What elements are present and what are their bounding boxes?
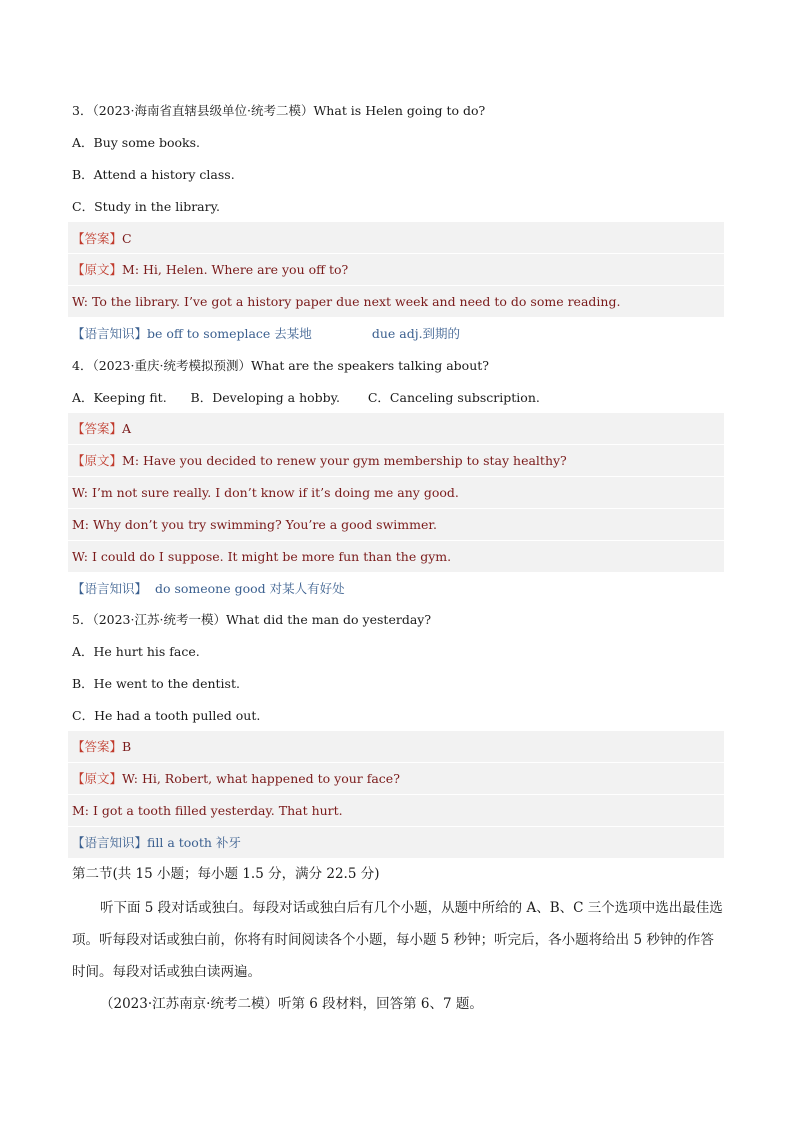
knowledge-text: be off to someplace 去某地	[147, 326, 312, 341]
question-4-option-a: A．Keeping fit.	[72, 390, 167, 405]
knowledge-label: 【语言知识】	[72, 581, 148, 596]
question-3-script-2: W: To the library. I’ve got a history paper due next week and need to do some reading.	[72, 294, 621, 309]
answer-shade	[68, 731, 724, 762]
question-4-answer	[72, 421, 131, 437]
question-5-stem: 5．（2023·江苏·统考一模）What did the man do yesterday?	[72, 612, 432, 627]
question-4-option-b: B．Developing a hobby.	[190, 390, 341, 405]
script-label: 【原文】	[72, 262, 123, 277]
question-5-option-b: B．He went to the dentist.	[72, 676, 240, 691]
knowledge-text: do someone good 对某人有好处	[154, 581, 345, 596]
question-3-option-a: A．Buy some books.	[72, 135, 200, 150]
question-4-option-c: C．Canceling subscription.	[367, 390, 540, 405]
script-text: M: Have you decided to renew your gym membership to stay healthy?	[122, 453, 567, 468]
question-4-options	[72, 390, 540, 406]
question-4-script-1	[72, 453, 567, 469]
question-5-answer	[72, 739, 131, 755]
answer-label: 【答案】	[72, 739, 123, 754]
question-5-script-2: M: I got a tooth filled yesterday. That hurt.	[72, 803, 343, 818]
knowledge-label: 【语言知识】	[72, 326, 148, 341]
script-text: W: Hi, Robert, what happened to your face?	[122, 771, 400, 786]
question-3-option-c: C．Study in the library.	[72, 199, 220, 214]
answer-label: 【答案】	[72, 231, 123, 246]
script-label: 【原文】	[72, 771, 123, 786]
question-4-script-3: M: Why don’t you try swimming? You’re a good swimmer.	[72, 517, 437, 532]
question-3-option-b: B．Attend a history class.	[72, 167, 235, 182]
question-5-option-c: C．He had a tooth pulled out.	[72, 708, 261, 723]
question-4-script-2: W: I’m not sure really. I don’t know if it’s doing me any good.	[72, 485, 459, 500]
question-4-knowledge	[72, 581, 345, 597]
knowledge-label: 【语言知识】	[72, 835, 148, 850]
section-2-instructions: 听下面 5 段对话或独白。每段对话或独白后有几个小题，从题中所给的 A、B、C 三个选项中选出最佳选项。听每段对话或独白前，你将有时间阅读各个小题，每小题 5 秒钟；听完后，各小题将给出 5 秒钟的作答时间。每段对话或独白读两遍。	[72, 900, 723, 980]
question-4-stem: 4．（2023·重庆·统考模拟预测）What are the speakers talking about?	[72, 358, 489, 373]
question-3-answer	[72, 231, 132, 247]
answer-shade	[68, 222, 724, 253]
question-5-option-a: A．He hurt his face.	[72, 644, 200, 659]
answer-shade	[68, 413, 724, 444]
question-3-knowledge	[72, 326, 460, 342]
question-3-stem: 3．（2023·海南省直辖县级单位·统考二模）What is Helen going to do?	[72, 103, 486, 118]
answer-value: A	[122, 421, 132, 436]
script-label: 【原文】	[72, 453, 123, 468]
knowledge-text-2: due adj.到期的	[371, 326, 461, 341]
question-5-knowledge	[72, 835, 241, 851]
question-4-script-4: W: I could do I suppose. It might be more fun than the gym.	[72, 549, 452, 564]
answer-value: C	[122, 231, 132, 246]
answer-value: B	[122, 739, 132, 754]
section-2-material: （2023·江苏南京·统考二模）听第 6 段材料，回答第 6、7 题。	[100, 996, 483, 1012]
question-3-script-1	[72, 262, 348, 278]
knowledge-text: fill a tooth 补牙	[147, 835, 241, 850]
script-text: M: Hi, Helen. Where are you off to?	[122, 262, 349, 277]
section-2-heading: 第二节(共 15 小题；每小题 1.5 分，满分 22.5 分)	[72, 866, 380, 882]
answer-label: 【答案】	[72, 421, 123, 436]
question-5-script-1	[72, 771, 400, 787]
